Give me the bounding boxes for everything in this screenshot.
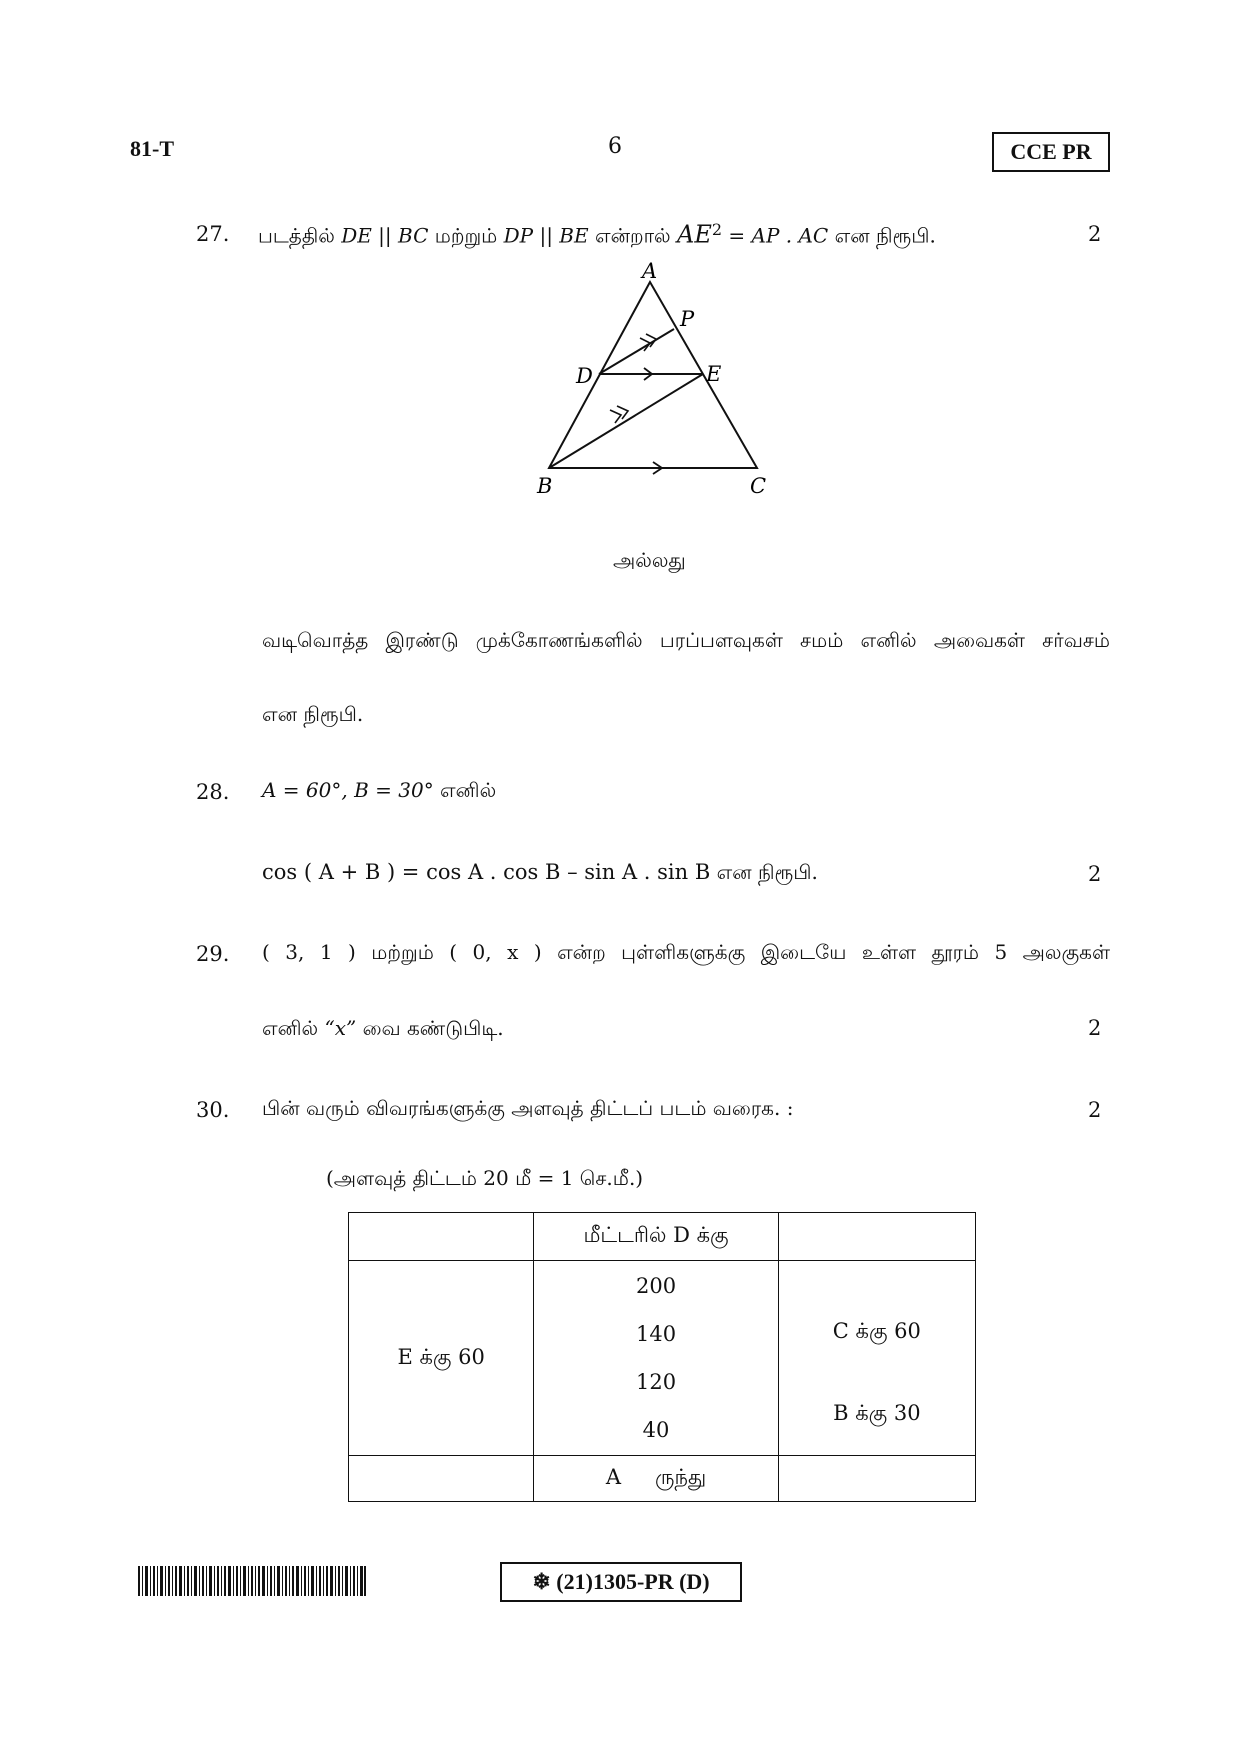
question-29-number: 29. (196, 942, 230, 966)
label-p: P (680, 307, 695, 331)
distance-value: 40 (642, 1418, 670, 1442)
table-middle-cell (534, 1261, 778, 1456)
table-footer-right (778, 1456, 975, 1502)
table-right-cell (778, 1261, 975, 1456)
question-27-alt-line1: வடிவொத்த இரண்டு முக்கோணங்களில் பரப்பளவுகள் சமம் எனில் அவைகள் சர்வசம் (262, 628, 1110, 652)
barcode (138, 1566, 366, 1596)
page-number: 6 (608, 134, 622, 159)
question-29-marks: 2 (1088, 1016, 1102, 1040)
paper-code: 81-T (130, 136, 174, 161)
triangle-figure (530, 252, 780, 502)
line-be (549, 374, 703, 468)
question-27-marks: 2 (1088, 222, 1102, 246)
question-29-line1: ( 3, 1 ) மற்றும் ( 0, x ) என்ற புள்ளிகளுக்கு இடையே உள்ள தூரம் 5 அலகுகள் (262, 940, 1110, 964)
question-30-number: 30. (196, 1098, 230, 1122)
header-box-label: CCE PR (992, 132, 1110, 172)
scale-data-table (348, 1212, 976, 1502)
distance-value: 140 (635, 1322, 677, 1346)
label-b: B (537, 474, 553, 498)
question-28-formula: cos ( A + B ) = cos A . cos B – sin A . sin B என நிரூபி. (262, 860, 818, 884)
label-a: A (642, 259, 658, 283)
distance-value: 120 (635, 1370, 677, 1394)
or-separator: அல்லது (613, 548, 686, 572)
question-30-marks: 2 (1088, 1098, 1102, 1122)
offset-b: B க்கு 30 (833, 1401, 921, 1425)
scale-note: (அளவுத் திட்டம் 20 மீ = 1 செ.மீ.) (326, 1166, 644, 1190)
question-27-text: படத்தில் DE || BC மற்றும் DP || BE என்றால் $AE^2$ = AP . AC என நிரூபி. (258, 220, 936, 249)
table-footer-left (349, 1456, 534, 1502)
distance-value: 200 (635, 1274, 677, 1298)
line-dp (599, 329, 674, 374)
table-header-middle: மீட்டரில் D க்கு (534, 1213, 778, 1261)
question-30-text: பின் வரும் விவரங்களுக்கு அளவுத் திட்டப் படம் வரைக. : (262, 1096, 794, 1120)
offset-c: C க்கு 60 (832, 1319, 921, 1343)
question-28-given: A = 60°, B = 30° எனில் (262, 778, 497, 802)
question-29-line2: எனில் “x” வை கண்டுபிடி. (262, 1016, 504, 1040)
footer-code-box: ❄ (21)1305-PR (D) (500, 1562, 742, 1602)
question-28-marks: 2 (1088, 862, 1102, 886)
table-left-cell: E க்கு 60 (349, 1261, 534, 1456)
label-c: C (750, 474, 767, 498)
label-d: D (576, 364, 593, 388)
label-e: E (706, 362, 722, 386)
table-header-right (778, 1213, 975, 1261)
question-27-number: 27. (196, 222, 230, 246)
question-27-alt-line2: என நிரூபி. (262, 702, 364, 726)
table-footer-middle: A ருந்து (534, 1456, 778, 1502)
question-28-number: 28. (196, 780, 230, 804)
table-header-left (349, 1213, 534, 1261)
